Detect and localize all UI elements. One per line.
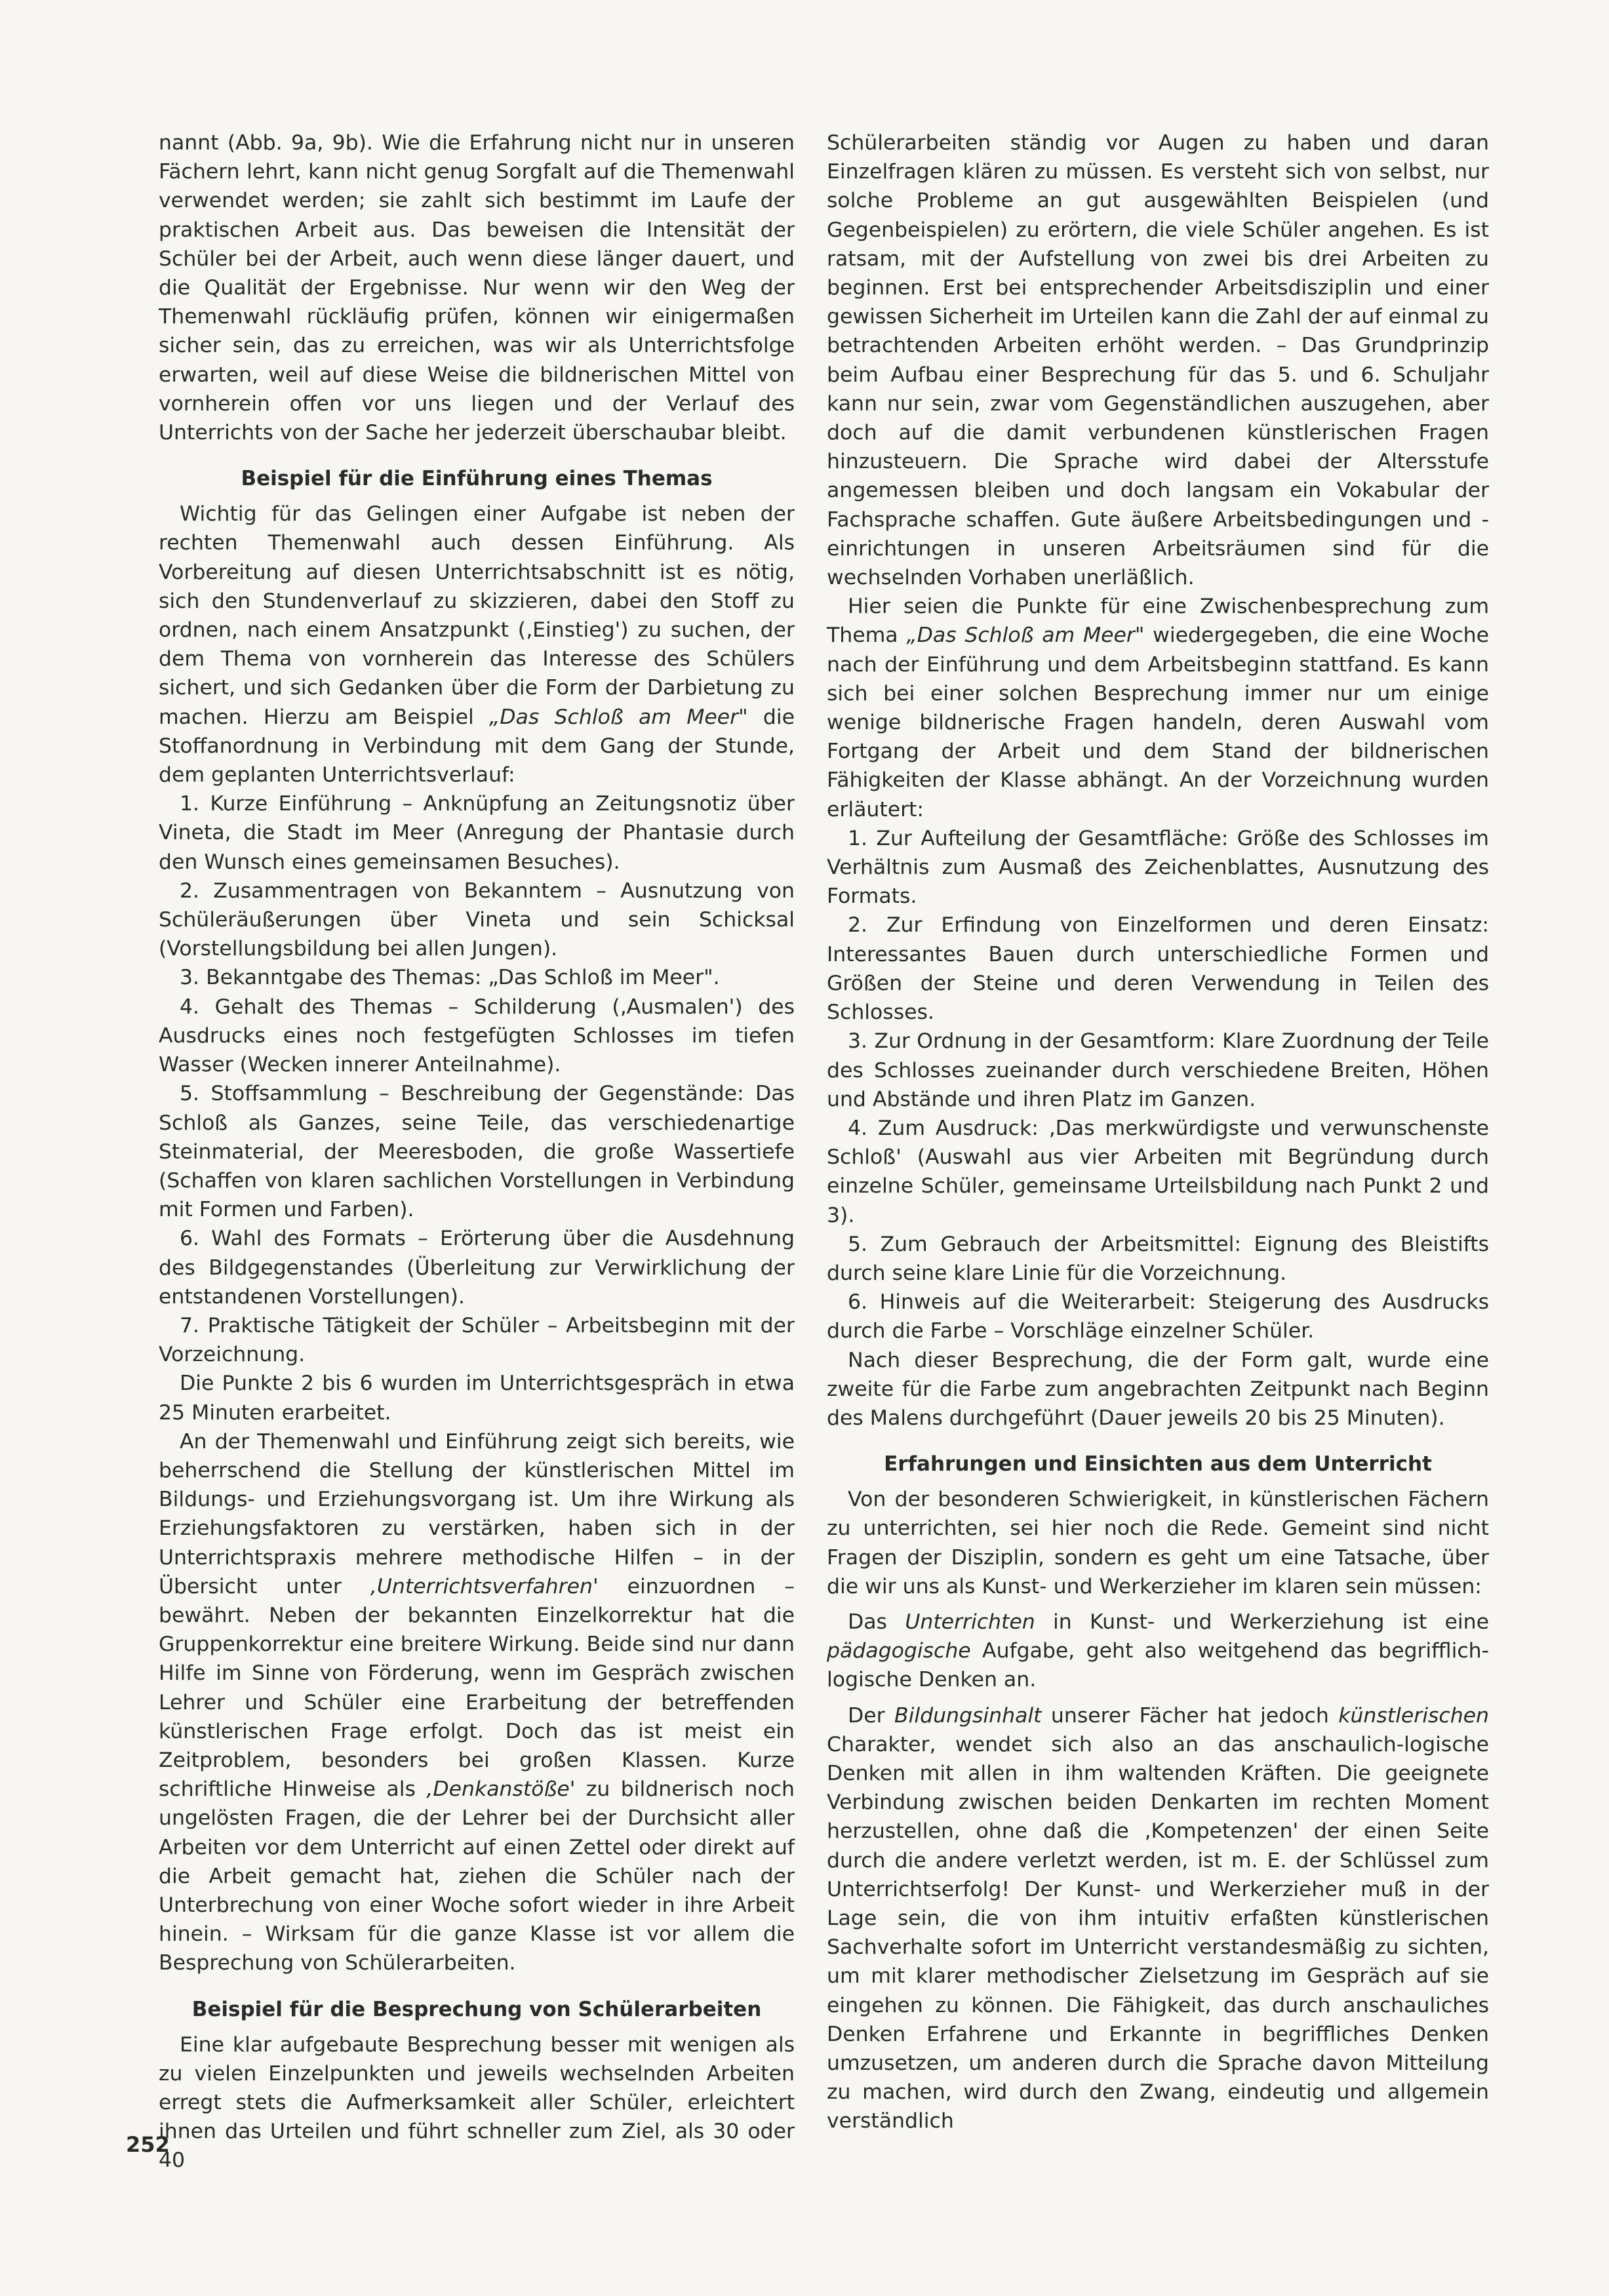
list-item: 3. Bekanntgabe des Themas: „Das Schloß im Meer".	[180, 966, 720, 990]
list-item: 6. Wahl des Formats – Erörterung über die Ausdehnung des Bildgegenstandes (Überleitung zur Verwirklichung der entstandenen Vorstellungen).	[159, 1227, 795, 1309]
paragraph: Nach dieser Besprechung, die der Form galt, wurde eine zweite für die Farbe zum angebrachten Zeitpunkt nach Beginn des Malens durchgeführt (Dauer jeweils 20 bis 25 Minuten).	[827, 1348, 1489, 1430]
paragraph: Hier seien die Punkte für eine Zwischenbesprechung zum Thema „Das Schloß am Meer" wiedergegeben, die eine Woche nach der Einführung und dem Arbeitsbeginn stattfand. Es kann sich bei einer solchen Besprechung immer nur um einige wenige bildnerische Fragen handeln, deren Auswahl vom Fortgang der Arbeit und dem Stand der bildnerischen Fähigkeiten der Klasse abhängt. An der Vorzeichnung wurden erläutert:	[827, 595, 1489, 821]
section-heading: Erfahrungen und Einsichten aus dem Unterricht	[884, 1452, 1432, 1476]
right-column	[827, 129, 1489, 2136]
paragraph: Das Unterrichten in Kunst- und Werkerziehung ist eine pädagogische Aufgabe, geht also weitgehend das begrifflich-logische Denken an.	[827, 1610, 1490, 1692]
list-item: 5. Zum Gebrauch der Arbeitsmittel: Eignung des Bleistifts durch seine klare Linie für die Vorzeichnung.	[827, 1232, 1489, 1285]
paragraph: Schülerarbeiten ständig vor Augen zu haben und daran Einzelfragen klären zu müssen. Es versteht sich von selbst, nur solche Probleme an gut ausgewählten Beispielen (und Gegenbeispielen) zu erörtern, die viele Schüler angehen. Es ist ratsam, mit der Aufstellung von zwei bis drei Arbeiten zu beginnen. Erst bei entsprechender Arbeitsdisziplin und einer gewissen Sicherheit im Urteilen kann die Zahl der auf einmal zu betrachtenden Arbeiten erhöht werden. – Das Grundprinzip beim Aufbau einer Besprechung für das 5. und 6. Schuljahr kann nur sein, zwar vom Gegenständlichen auszugehen, aber doch auf die damit verbundenen künstlerischen Fragen hinzusteuern. Die Sprache wird dabei der Altersstufe angemessen bleiben und doch langsam ein Vokabular der Fachsprache schaffen. Gute äußere Arbeitsbedingungen und -einrichtungen in unseren Arbeitsräumen sind für die wechselnden Vorhaben unerläßlich.	[827, 131, 1489, 590]
list-item: 2. Zusammentragen von Bekanntem – Ausnutzung von Schüleräußerungen über Vineta und sein Schicksal (Vorstellungsbildung bei allen Jungen).	[159, 879, 795, 961]
paragraph: Eine klar aufgebaute Besprechung besser mit wenigen als zu vielen Einzelpunkten und jeweils wechselnden Arbeiten erregt stets die Aufmerksamkeit aller Schüler, erleichtert ihnen das Urteilen und führt schneller zum Ziel, als 30 oder 40	[159, 2032, 795, 2173]
paragraph: nannt (Abb. 9a, 9b). Wie die Erfahrung nicht nur in unseren Fächern lehrt, kann nicht genug Sorgfalt auf die Themenwahl verwendet werden; sie zahlt sich bestimmt im Laufe der praktischen Arbeit aus. Das beweisen die Intensität der Schüler bei der Arbeit, auch wenn diese länger dauert, und die Qualität der Ergebnisse. Nur wenn wir den Weg der Themenwahl rückläufig prüfen, können wir einigermaßen sicher sein, das zu erreichen, was wir als Unterrichtsfolge erwarten, weil auf diese Weise die bildnerischen Mittel von vornherein offen vor uns liegen und der Verlauf des Unterrichts von der Sache her jederzeit überschaubar bleibt.	[159, 131, 795, 445]
lesson-steps-list	[159, 789, 795, 1369]
paragraph: Wichtig für das Gelingen einer Aufgabe ist neben der rechten Themenwahl auch dessen Einführung. Als Vorbereitung auf diesen Unterrichtsabschnitt ist es nötig, sich den Stundenverlauf zu skizzieren, dabei den Stoff zu ordnen, nach einem Ansatzpunkt (‚Einstieg') zu suchen, der dem Thema von vornherein das Interesse des Schülers sichert, und sich Gedanken über die Form der Darbietung zu machen. Hierzu am Beispiel „Das Schloß am Meer" die Stoffanordnung in Verbindung mit dem Gang der Stunde, dem geplanten Unterrichtsverlauf:	[159, 502, 795, 787]
list-item: 6. Hinweis auf die Weiterarbeit: Steigerung des Ausdrucks durch die Farbe – Vorschläge einzelner Schüler.	[827, 1290, 1489, 1343]
paragraph: Von der besonderen Schwierigkeit, in künstlerischen Fächern zu unterrichten, sei hier noch die Rede. Gemeint sind nicht Fragen der Disziplin, sondern es geht um eine Tatsache, über die wir uns als Kunst- und Werkerzieher im klaren sein müssen:	[827, 1488, 1489, 1598]
list-item: 5. Stoffsammlung – Beschreibung der Gegenstände: Das Schloß als Ganzes, seine Teile, das verschiedenartige Steinmaterial, der Meeresboden, die große Wassertiefe (Schaffen von klaren sachlichen Vorstellungen in Verbindung mit Formen und Farben).	[159, 1082, 795, 1222]
list-item: 7. Praktische Tätigkeit der Schüler – Arbeitsbeginn mit der Vorzeichnung.	[159, 1313, 795, 1367]
section-heading: Beispiel für die Besprechung von Schülerarbeiten	[191, 1997, 762, 2021]
list-item: 3. Zur Ordnung in der Gesamtform: Klare Zuordnung der Teile des Schlosses zueinander durch verschiedene Breiten, Höhen und Abstände und ihren Platz im Ganzen.	[827, 1029, 1489, 1111]
list-item: 4. Zum Ausdruck: ‚Das merkwürdigste und verwunschenste Schloß' (Auswahl aus vier Arbeiten mit Begründung durch einzelne Schüler, gemeinsame Urteilsbildung nach Punkt 2 und 3).	[827, 1116, 1489, 1227]
list-item: 1. Kurze Einführung – Anknüpfung an Zeitungsnotiz über Vineta, die Stadt im Meer (Anregung der Phantasie durch den Wunsch eines gemeinsamen Besuches).	[159, 792, 795, 874]
list-item: 4. Gehalt des Themas – Schilderung (‚Ausmalen') des Ausdrucks eines noch festgefügten Schlosses im tiefen Wasser (Wecken innerer Anteilnahme).	[159, 995, 795, 1077]
paragraph: Die Punkte 2 bis 6 wurden im Unterrichtsgespräch in etwa 25 Minuten erarbeitet.	[159, 1372, 795, 1425]
page-number: 252	[126, 2132, 170, 2157]
paragraph: An der Themenwahl und Einführung zeigt sich bereits, wie beherrschend die Stellung der künstlerischen Mittel im Bildungs- und Erziehungsvorgang ist. Um ihre Wirkung als Erziehungsfaktoren zu verstärken, haben sich in der Unterrichtspraxis mehrere methodische Hilfen – in der Übersicht unter ‚Unterrichtsverfahren' einzuordnen – bewährt. Neben der bekannten Einzelkorrektur hat die Gruppenkorrektur eine breitere Wirkung. Beide sind nur dann Hilfe im Sinne von Förderung, wenn im Gespräch zwischen Lehrer und Schüler eine Erarbeitung der betreffenden künstlerischen Frage erfolgt. Doch das ist meist ein Zeitproblem, besonders bei großen Klassen. Kurze schriftliche Hinweise als ‚Denkanstöße' zu bildnerisch noch ungelösten Fragen, die der Lehrer bei der Durchsicht aller Arbeiten vor dem Unterricht auf einen Zettel oder direkt auf die Arbeit gemacht hat, ziehen die Schüler nach der Unterbrechung von einer Woche sofort wieder in ihre Arbeit hinein. – Wirksam für die ganze Klasse ist vor allem die Besprechung von Schülerarbeiten.	[159, 1429, 795, 1975]
list-item: 2. Zur Erfindung von Einzelformen und deren Einsatz: Interessantes Bauen durch unterschiedliche Formen und Größen der Steine und deren Verwendung in Teilen des Schlosses.	[827, 913, 1489, 1025]
section-heading: Beispiel für die Einführung eines Themas	[241, 467, 713, 491]
discussion-points-list	[827, 824, 1489, 1346]
paragraph: Der Bildungsinhalt unserer Fächer hat jedoch künstlerischen Charakter, wendet sich also an das anschaulich-logische Denken mit allen in ihm waltenden Kräften. Die geeignete Verbindung zwischen beiden Denkarten im rechten Moment herzustellen, ohne daß die ‚Kompetenzen' der einen Seite durch die andere verletzt werden, ist m. E. der Schlüssel zum Unterrichtserfolg! Der Kunst- und Werkerzieher muß in der Lage sein, die von ihm intuitiv erfaßten künstlerischen Sachverhalte sofort im Unterricht verstandesmäßig zu sichten, um mit klarer methodischer Zielsetzung im Gespräch auf sie eingehen zu können. Die Fähigkeit, das durch anschauliches Denken Erfahrene und Erkannte in begriffliches Denken umzusetzen, um anderen durch die Sprache davon Mitteilung zu machen, wird durch den Zwang, eindeutig und allgemein verständlich	[827, 1703, 1490, 2133]
list-item: 1. Zur Aufteilung der Gesamtfläche: Größe des Schlosses im Verhältnis zum Ausmaß des Zeichenblattes, Ausnutzung des Formats.	[827, 826, 1489, 909]
left-column	[159, 129, 795, 2175]
